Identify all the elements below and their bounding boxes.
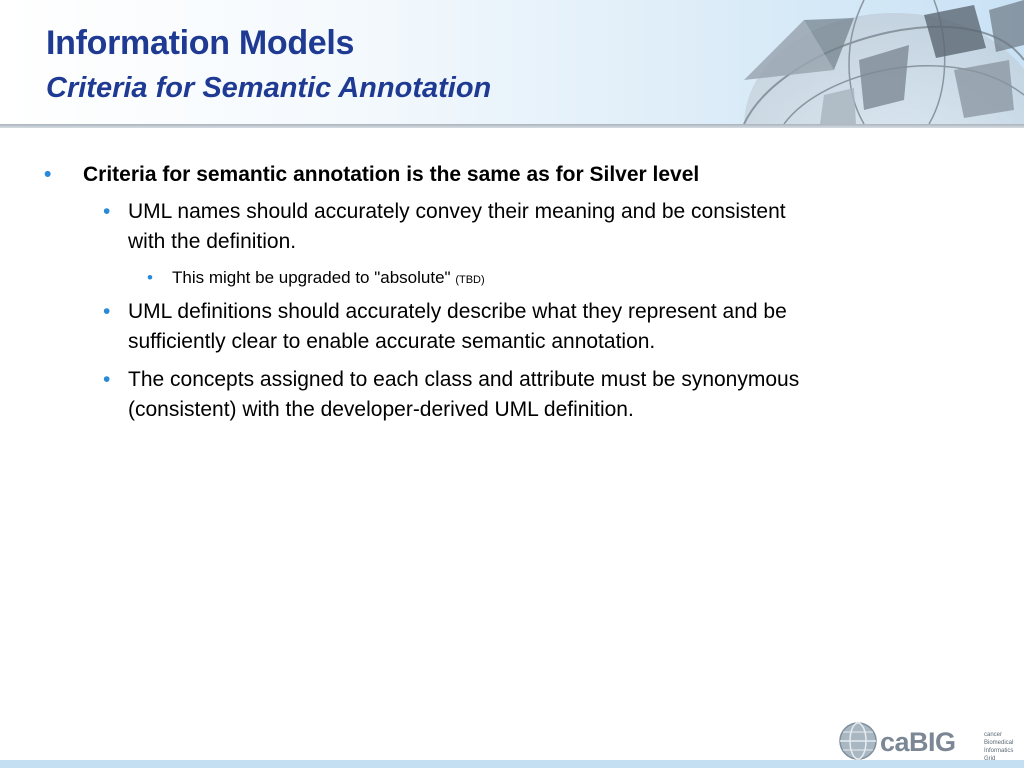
bullet-level3	[172, 266, 485, 292]
bullet-dot: •	[103, 368, 111, 391]
bullet-dot: •	[147, 268, 153, 287]
bullet-dot: •	[103, 200, 111, 223]
bullet-level3-note: (TBD)	[455, 274, 485, 286]
logo-tagline	[984, 731, 1024, 763]
bullet-level3-text: This might be upgraded to "absolute"	[172, 268, 451, 287]
globe-logo-icon	[838, 721, 878, 761]
logo-tagline-line1: cancer Biomedical	[984, 732, 1014, 746]
bullet-level2-line: The concepts assigned to each class and attribute must be synonymous	[128, 368, 800, 391]
globe-collage-icon	[724, 0, 1024, 124]
header-divider	[0, 124, 1024, 128]
bullet-level2-line: sufficiently clear to enable accurate semantic annotation.	[128, 330, 656, 353]
bullet-level2-line: UML definitions should accurately describe what they represent and be	[128, 300, 787, 323]
slide-subtitle: Criteria for Semantic Annotation	[46, 72, 492, 104]
bullet-dot: •	[103, 300, 111, 323]
cabig-logo	[838, 718, 1018, 764]
logo-tagline-line2: Informatics Grid	[984, 748, 1014, 762]
bullet-dot: •	[44, 163, 52, 186]
slide-title: Information Models	[46, 24, 355, 62]
bullet-level2-line: with the definition.	[128, 230, 297, 253]
bullet-level2-line: (consistent) with the developer-derived UML definition.	[128, 398, 634, 421]
bullet-level1: Criteria for semantic annotation is the same as for Silver level	[83, 163, 700, 186]
logo-wordmark: caBIG	[880, 727, 956, 757]
bullet-level2-line: UML names should accurately convey their meaning and be consistent	[128, 200, 786, 223]
